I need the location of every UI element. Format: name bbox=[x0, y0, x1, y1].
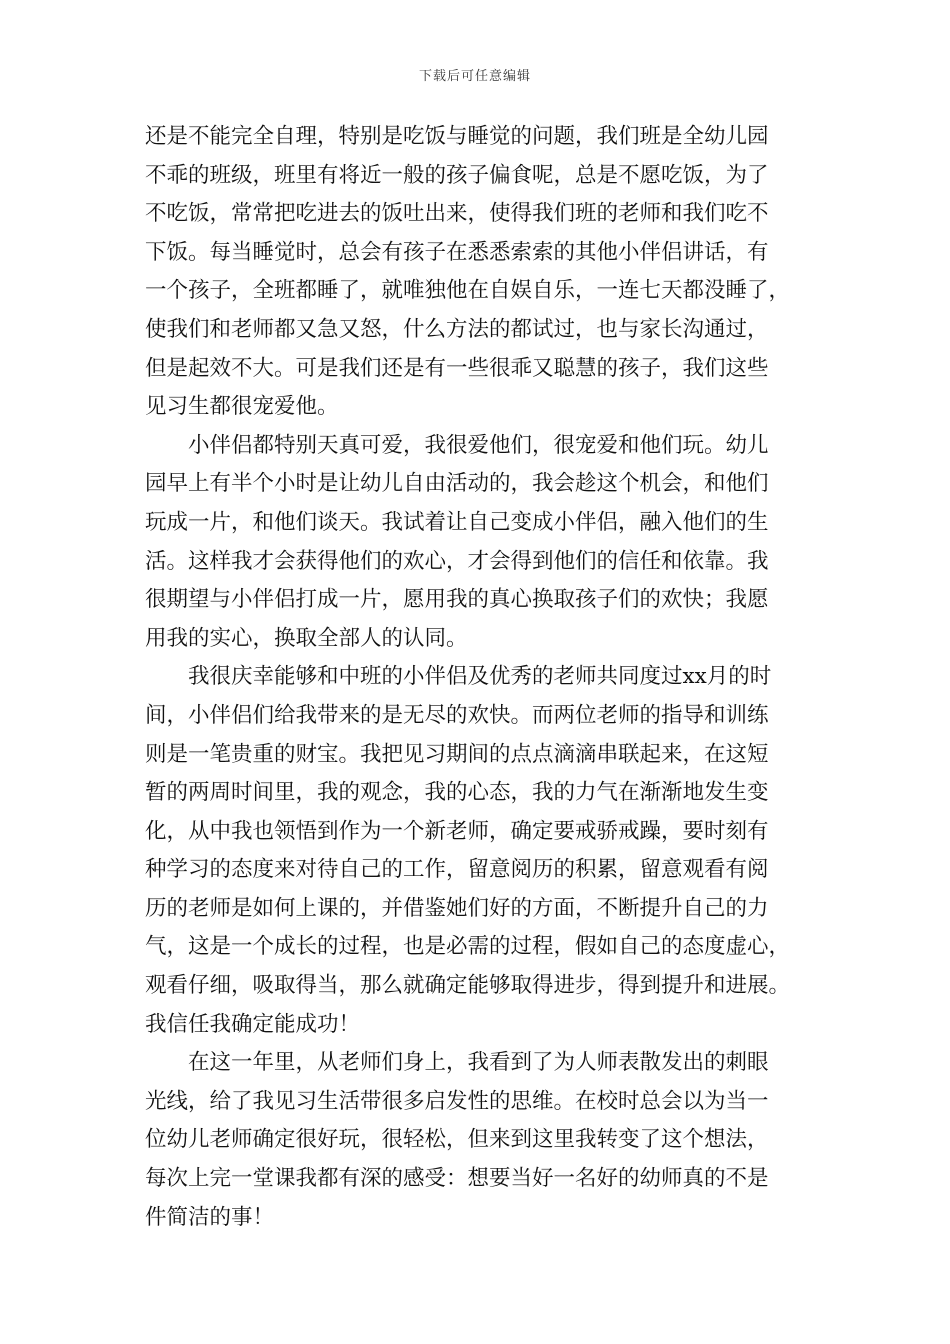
text-line: 我很庆幸能够和中班的小伴侣及优秀的老师共同度过xx月的时 bbox=[145, 664, 772, 690]
text-line: 气，这是一个成长的过程，也是必需的过程，假如自己的态度虚心， bbox=[145, 934, 791, 960]
text-line: 位幼儿老师确定很好玩，很轻松，但来到这里我转变了这个想法， bbox=[145, 1127, 769, 1153]
text-line: 每次上完一堂课我都有深的感受：想要当好一名好的幼师真的不是 bbox=[145, 1166, 769, 1192]
text-line: 暂的两周时间里，我的观念，我的心态，我的力气在渐渐地发生变 bbox=[145, 780, 769, 806]
text-line: 下饭。每当睡觉时，总会有孩子在悉悉索索的其他小伴侣讲话，有 bbox=[145, 239, 769, 265]
text-line: 使我们和老师都又急又怒，什么方法的都试过，也与家长沟通过， bbox=[145, 316, 769, 342]
text-line: 在这一年里，从老师们身上，我看到了为人师表散发出的刺眼 bbox=[145, 1050, 769, 1076]
page-header: 下载后可任意编辑 bbox=[418, 69, 531, 84]
text-line: 观看仔细，吸取得当，那么就确定能够取得进步，得到提升和进展。 bbox=[145, 973, 791, 999]
text-line: 化，从中我也领悟到作为一个新老师，确定要戒骄戒躁，要时刻有 bbox=[145, 818, 769, 844]
text-line: 很期望与小伴侣打成一片，愿用我的真心换取孩子们的欢快；我愿 bbox=[145, 587, 769, 613]
paragraph-4 bbox=[145, 1044, 825, 1237]
text-line: 玩成一片，和他们谈天。我试着让自己变成小伴侣，融入他们的生 bbox=[145, 509, 769, 535]
text-line: 历的老师是如何上课的，并借鉴她们好的方面，不断提升自己的力 bbox=[145, 895, 769, 921]
paragraph-1 bbox=[145, 118, 825, 427]
text-line: 光线，给了我见习生活带很多启发性的思维。在校时总会以为当一 bbox=[145, 1088, 769, 1114]
text-line: 间，小伴侣们给我带来的是无尽的欢快。而两位老师的指导和训练 bbox=[145, 702, 769, 728]
text-line: 不乖的班级，班里有将近一般的孩子偏食呢，总是不愿吃饭，为了 bbox=[145, 162, 769, 188]
paragraph-3 bbox=[145, 658, 825, 1044]
text-line: 还是不能完全自理，特别是吃饭与睡觉的问题，我们班是全幼儿园 bbox=[145, 124, 769, 149]
text-line: 但是起效不大。可是我们还是有一些很乖又聪慧的孩子，我们这些 bbox=[145, 355, 769, 381]
text-line: 小伴侣都特别天真可爱，我很爱他们，很宠爱和他们玩。幼儿 bbox=[145, 432, 769, 458]
text-line: 见习生都很宠爱他。 bbox=[145, 394, 339, 420]
text-line: 件简洁的事！ bbox=[145, 1204, 275, 1230]
document-body bbox=[145, 118, 825, 1237]
text-line: 活。这样我才会获得他们的欢心，才会得到他们的信任和依靠。我 bbox=[145, 548, 769, 574]
text-line: 我信任我确定能成功！ bbox=[145, 1011, 361, 1037]
text-line: 种学习的态度来对待自己的工作，留意阅历的积累，留意观看有阅 bbox=[145, 857, 769, 883]
text-line: 园早上有半个小时是让幼儿自由活动的，我会趁这个机会，和他们 bbox=[145, 471, 769, 497]
text-line: 则是一笔贵重的财宝。我把见习期间的点点滴滴串联起来，在这短 bbox=[145, 741, 769, 767]
paragraph-2 bbox=[145, 427, 825, 659]
text-line: 不吃饭，常常把吃进去的饭吐出来，使得我们班的老师和我们吃不 bbox=[145, 201, 769, 227]
text-line: 一个孩子，全班都睡了，就唯独他在自娱自乐，一连七天都没睡了， bbox=[145, 278, 791, 304]
text-line: 用我的实心，换取全部人的认同。 bbox=[145, 625, 468, 651]
